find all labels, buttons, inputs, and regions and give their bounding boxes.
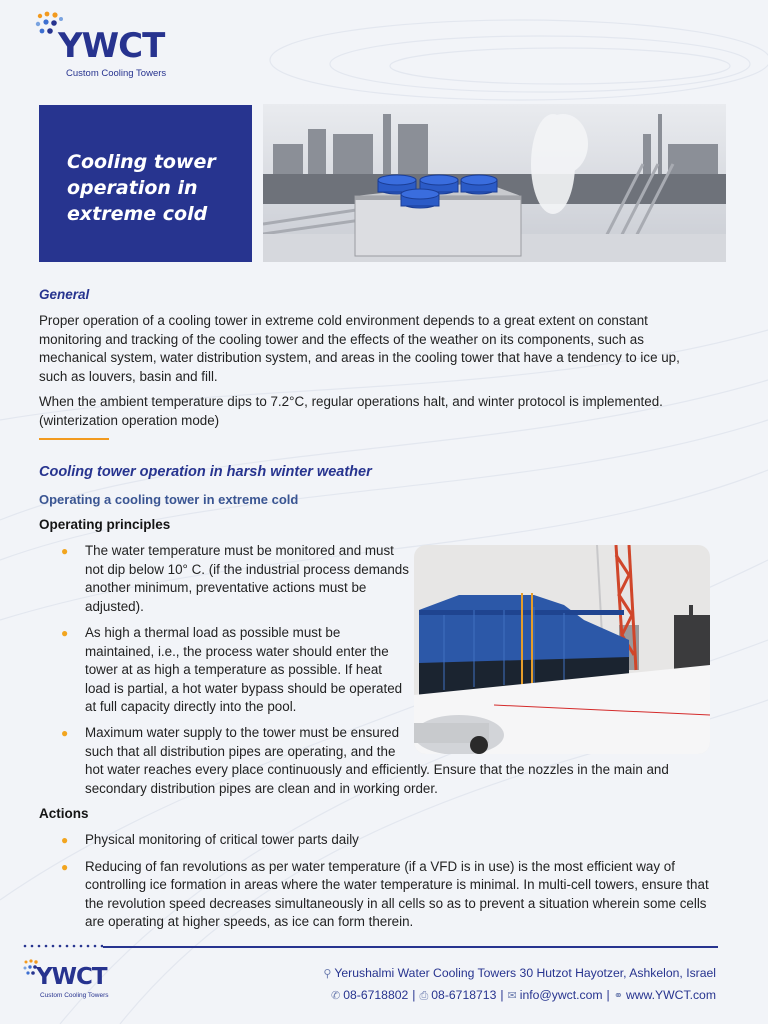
page-title: Cooling tower operation in extreme cold	[67, 151, 216, 225]
cooling-tower-industrial-photo	[263, 104, 726, 262]
fax-number[interactable]: 08-6718713	[431, 988, 497, 1002]
bullet-icon: ●	[61, 626, 69, 640]
phone-icon: ✆	[331, 990, 341, 1002]
phone-number[interactable]: 08-6718802	[343, 988, 409, 1002]
location-pin-icon: ⚲	[323, 968, 332, 980]
globe-icon: ⚭	[613, 990, 623, 1002]
list-item: ● As high a thermal load as possible must be maintained, i.e., the process water should enter the tower at as high a temperature as possible. If heat load is partial, a hot water bypass should be operated at full capacity directly into the pool.	[61, 625, 403, 714]
footer-logo-wordmark: YWCT	[36, 964, 107, 990]
winter-cooling-tower-photo	[414, 545, 710, 754]
principles-list	[39, 542, 409, 717]
logo-tagline: Custom Cooling Towers	[66, 68, 167, 79]
extreme-cold-subheading: Operating a cooling tower in extreme cold	[39, 492, 299, 507]
logo-wordmark: YWCT	[58, 26, 165, 66]
footer-rule	[103, 946, 718, 948]
bullet-icon: ●	[61, 859, 69, 874]
footer-contact: ✆ 08-6718802 | ⎙ 08-6718713 | ✉ info@ywct.com | ⚭ www.YWCT.com	[331, 988, 716, 1002]
email-link[interactable]: info@ywct.com	[519, 988, 603, 1002]
header-logo[interactable]	[34, 10, 194, 82]
general-heading: General	[39, 287, 90, 302]
general-paragraph-2: When the ambient temperature dips to 7.2°C, regular operations halt, and winter protocol is implemented. (winterization operation mode)	[39, 394, 663, 428]
footer-logo[interactable]	[22, 958, 132, 1006]
fax-icon: ⎙	[419, 990, 429, 1002]
actions-list	[39, 831, 719, 932]
section-divider	[39, 438, 109, 440]
email-icon: ✉	[507, 990, 517, 1002]
bullet-icon: ●	[61, 726, 69, 740]
footer-logo-tagline: Custom Cooling Towers	[40, 992, 109, 999]
footer-dotted-line	[23, 944, 103, 948]
hero-title-panel	[39, 105, 252, 262]
principle-3-text: Maximum water supply to the tower must be ensured such that all distribution pipes are operating, and the hot water reaches every place continuously and efficiently. Ensure that the nozzles in the main and secondary distribution pipes are clean and in working order.	[85, 725, 669, 796]
address-text: Yerushalmi Water Cooling Towers 30 Hutzot Hayotzer, Ashkelon, Israel	[334, 966, 716, 980]
actions-heading: Actions	[39, 806, 89, 821]
list-item: ● Physical monitoring of critical tower parts daily	[39, 831, 719, 850]
footer-address	[323, 966, 716, 980]
general-paragraph-1: Proper operation of a cooling tower in extreme cold environment depends to a great extent on constant monitoring and tracking of the cooling tower and the effects of the weather on its components, such as mechanical system, water distribution system, and areas in the cooling tower that have a tendency to ice up, such as louvers, basin and fill.	[39, 313, 680, 384]
list-item: ● The water temperature must be monitored and must not dip below 10° C. (if the industrial process demands another minimum, preventative actions must be adjusted).	[61, 543, 409, 614]
list-item: ● Reducing of fan revolutions as per water temperature (if a VFD is in use) is the most efficient way of controlling ice formation in areas where the water temperature is minimal. In multi-cell towers, ensure that the revolution speed decreases simultaneously in all cells so as to prevent a situation wherein some cells are operating at higher speeds, as ice can form therein.	[61, 858, 709, 929]
operating-principles-heading: Operating principles	[39, 517, 171, 532]
harsh-winter-heading: Cooling tower operation in harsh winter weather	[39, 464, 372, 480]
website-link[interactable]: www.YWCT.com	[625, 988, 716, 1002]
bullet-icon: ●	[61, 544, 69, 558]
bullet-icon: ●	[61, 833, 69, 847]
